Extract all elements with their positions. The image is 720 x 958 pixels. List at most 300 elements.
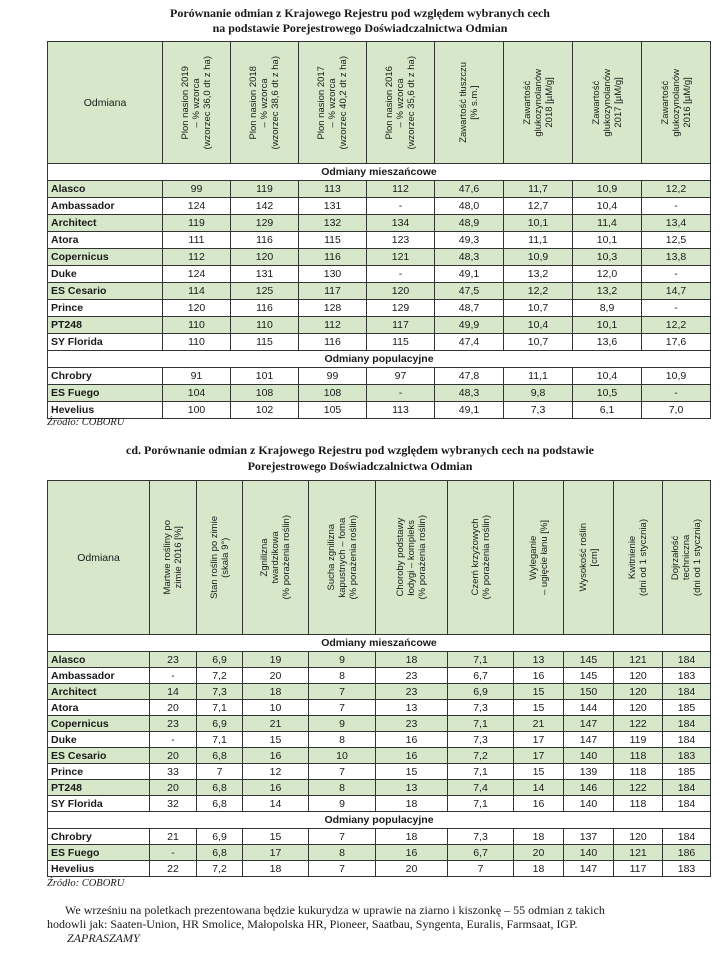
- table-cell: 16: [376, 732, 448, 748]
- table-cell: 110: [163, 317, 231, 334]
- table-cell: 6,8: [197, 780, 243, 796]
- table-cell: 23: [376, 684, 448, 700]
- table-cell: 15: [376, 764, 448, 780]
- table-cell: 145: [564, 668, 614, 684]
- table-cell: 21: [243, 716, 309, 732]
- table-row: [48, 796, 711, 812]
- table-cell: 20: [150, 700, 197, 716]
- table-cell: 128: [299, 300, 367, 317]
- column-header-label: Plon nasion 2018 – % wzorca (wzorzec 38,6 dt z ha): [248, 55, 281, 150]
- variety-name: Ambassador: [48, 198, 163, 215]
- variety-name: ES Fuego: [48, 845, 150, 861]
- column-header: [564, 481, 614, 635]
- table-cell: 16: [243, 748, 309, 764]
- table-cell: 22: [150, 861, 197, 877]
- section-row: [48, 164, 711, 181]
- table-cell: 184: [663, 652, 711, 668]
- table-cell: 184: [663, 780, 711, 796]
- table-cell: 7: [309, 861, 376, 877]
- table-row: [48, 334, 711, 351]
- table-cell: 7,0: [642, 402, 711, 419]
- column-header-label: Zgnilizna twardzikowa (% porażenia roślin): [259, 515, 292, 600]
- column-header-label: Sucha zgnilizna kapustnych – foma (% porażenia roślin): [325, 515, 359, 600]
- table-row: [48, 300, 711, 317]
- table-cell: 15: [514, 684, 564, 700]
- table-cell: 7,2: [197, 861, 243, 877]
- variety-name: Chrobry: [48, 368, 163, 385]
- column-header: [299, 42, 367, 164]
- table-cell: 16: [514, 668, 564, 684]
- table-cell: 147: [564, 861, 614, 877]
- table2-caption-line2: Porejestrowego Doświadczalnictwa Odmian: [247, 459, 473, 473]
- table-cell: 118: [614, 796, 663, 812]
- table-cell: 10,9: [642, 368, 711, 385]
- table-cell: 9: [309, 652, 376, 668]
- variety-name: Alasco: [48, 652, 150, 668]
- table-cell: 118: [614, 748, 663, 764]
- table-cell: 18: [376, 796, 448, 812]
- section-row: [48, 351, 711, 368]
- table-cell: 110: [163, 334, 231, 351]
- table-cell: 7: [309, 829, 376, 845]
- table-row: [48, 232, 711, 249]
- table-row: [48, 700, 711, 716]
- table-cell: 6,8: [197, 845, 243, 861]
- column-header: [309, 481, 376, 635]
- table-cell: 7,3: [448, 829, 514, 845]
- column-header: [163, 42, 231, 164]
- column-header-label: Zawartość glukozynolanów 2016 [µM/g]: [659, 68, 693, 137]
- column-header: [150, 481, 197, 635]
- table1-caption-line1: Porównanie odmian z Krajowego Rejestru pod względem wybranych cech: [170, 6, 550, 20]
- table-cell: 119: [614, 732, 663, 748]
- table2-caption-line1: cd. Porównanie odmian z Krajowego Rejestru pod względem wybranych cech na podstawie: [126, 443, 594, 457]
- column-header-label: Kwitnienie (dni od 1 stycznia): [627, 518, 649, 597]
- column-header-odmiana: Odmiana: [48, 481, 150, 635]
- table-cell: 23: [150, 716, 197, 732]
- table-cell: 184: [663, 732, 711, 748]
- section-row: [48, 812, 711, 829]
- table-cell: 49,3: [435, 232, 504, 249]
- table-cell: 7,4: [448, 780, 514, 796]
- table-row: [48, 317, 711, 334]
- table-cell: 134: [367, 215, 435, 232]
- column-header: [573, 42, 642, 164]
- paragraph-line2: hodowli jak: Saaten-Union, HR Smolice, Małopolska HR, Pioneer, Saatbau, Syngenta, Euralis, Farmsaat, IGP.: [47, 917, 578, 931]
- table-cell: 184: [663, 684, 711, 700]
- table-cell: 15: [243, 829, 309, 845]
- table-cell: 10: [309, 748, 376, 764]
- table-cell: 20: [376, 861, 448, 877]
- table-cell: 8: [309, 845, 376, 861]
- column-header: [435, 42, 504, 164]
- table-cell: 15: [514, 764, 564, 780]
- closing-paragraph: [47, 903, 715, 945]
- table-cell: 120: [614, 829, 663, 845]
- column-header: [642, 42, 711, 164]
- table-cell: 7: [197, 764, 243, 780]
- table-cell: 6,7: [448, 668, 514, 684]
- column-header-label: Choroby podstawy łodygi – kompleks (% porażenia roślin): [395, 515, 428, 600]
- table-cell: 18: [243, 861, 309, 877]
- table-cell: 121: [367, 249, 435, 266]
- variety-name: Chrobry: [48, 829, 150, 845]
- table-cell: 7,1: [448, 652, 514, 668]
- table-cell: 150: [564, 684, 614, 700]
- table-cell: 122: [614, 716, 663, 732]
- table-cell: 101: [231, 368, 299, 385]
- table-row: [48, 829, 711, 845]
- table-cell: 49,1: [435, 402, 504, 419]
- table-cell: 140: [564, 845, 614, 861]
- table-cell: 21: [514, 716, 564, 732]
- table-cell: 15: [243, 732, 309, 748]
- table-cell: 12,2: [642, 181, 711, 198]
- table-cell: 16: [243, 780, 309, 796]
- section-title: Odmiany mieszańcowe: [48, 164, 711, 181]
- table-cell: 120: [367, 283, 435, 300]
- table-cell: 6,8: [197, 796, 243, 812]
- table-cell: 20: [243, 668, 309, 684]
- table-cell: 185: [663, 700, 711, 716]
- table-cell: 147: [564, 716, 614, 732]
- table-cell: 10,1: [504, 215, 573, 232]
- table-cell: 139: [564, 764, 614, 780]
- table-cell: 49,9: [435, 317, 504, 334]
- section-row: [48, 635, 711, 652]
- table-cell: 7: [309, 764, 376, 780]
- table-cell: 47,6: [435, 181, 504, 198]
- table-cell: 121: [614, 845, 663, 861]
- table-cell: 7,2: [448, 748, 514, 764]
- column-header-label: Zawartość tłuszczu [% s.m.]: [458, 62, 480, 143]
- table-cell: 10,1: [573, 232, 642, 249]
- column-header-label: Plon nasion 2019 – % wzorca (wzorzec 36,0 dt z ha): [180, 55, 213, 150]
- variety-name: Ambassador: [48, 668, 150, 684]
- table-cell: 32: [150, 796, 197, 812]
- table-cell: 91: [163, 368, 231, 385]
- table-row: [48, 748, 711, 764]
- table-cell: 7: [309, 684, 376, 700]
- table-cell: 186: [663, 845, 711, 861]
- table-cell: 13: [514, 652, 564, 668]
- table-cell: 115: [231, 334, 299, 351]
- table-cell: -: [642, 385, 711, 402]
- table-cell: 20: [514, 845, 564, 861]
- table-cell: 117: [299, 283, 367, 300]
- table-cell: 23: [376, 716, 448, 732]
- table-cell: 13: [376, 700, 448, 716]
- table-cell: 8: [309, 780, 376, 796]
- table-cell: 6,9: [197, 716, 243, 732]
- table-cell: 12: [243, 764, 309, 780]
- table-cell: 10,4: [573, 368, 642, 385]
- table-cell: 10,9: [573, 181, 642, 198]
- table-cell: 18: [243, 684, 309, 700]
- column-header-label: Martwe rośliny po zimie 2016 [%]: [162, 520, 184, 595]
- table-cell: 123: [367, 232, 435, 249]
- variety-name: Atora: [48, 232, 163, 249]
- column-header-label: Plon nasion 2016 – % wzorca (wzorzec 35,6 dt z ha): [384, 55, 417, 150]
- table-cell: -: [367, 385, 435, 402]
- column-header: [231, 42, 299, 164]
- table-cell: 129: [367, 300, 435, 317]
- table-cell: 10,7: [504, 334, 573, 351]
- table-cell: 119: [231, 181, 299, 198]
- table-row: [48, 845, 711, 861]
- table-cell: 120: [163, 300, 231, 317]
- table-cell: 12,2: [504, 283, 573, 300]
- table-cell: 13: [376, 780, 448, 796]
- column-header: [367, 42, 435, 164]
- column-header-label: Zawartość glukozynolanów 2018 [µM/g]: [521, 68, 555, 137]
- table-cell: 102: [231, 402, 299, 419]
- table-cell: 99: [163, 181, 231, 198]
- table-cell: 13,2: [573, 283, 642, 300]
- table-cell: 21: [150, 829, 197, 845]
- table-cell: 6,9: [197, 829, 243, 845]
- variety-name: Copernicus: [48, 716, 150, 732]
- variety-name: Duke: [48, 266, 163, 283]
- variety-name: Hevelius: [48, 861, 150, 877]
- table-cell: 120: [614, 684, 663, 700]
- table-cell: 11,7: [504, 181, 573, 198]
- table-cell: 145: [564, 652, 614, 668]
- table-cell: 49,1: [435, 266, 504, 283]
- table-cell: 7,1: [448, 796, 514, 812]
- table-cell: 14: [514, 780, 564, 796]
- table-cell: 7,3: [197, 684, 243, 700]
- table-cell: 11,1: [504, 368, 573, 385]
- table-cell: 183: [663, 668, 711, 684]
- table-cell: 183: [663, 861, 711, 877]
- column-header-odmiana: Odmiana: [48, 42, 163, 164]
- table-cell: 115: [367, 334, 435, 351]
- table-row: [48, 181, 711, 198]
- table-cell: 6,8: [197, 748, 243, 764]
- table-cell: 12,0: [573, 266, 642, 283]
- table-cell: 108: [299, 385, 367, 402]
- table-cell: 129: [231, 215, 299, 232]
- table-cell: 120: [614, 668, 663, 684]
- table-cell: 10,4: [573, 198, 642, 215]
- table-cell: 47,5: [435, 283, 504, 300]
- table-cell: 18: [376, 829, 448, 845]
- table-cell: 142: [231, 198, 299, 215]
- column-header-label: Stan roślin po zimie (skala 9°): [208, 516, 231, 599]
- paragraph-line1: We wrześniu na poletkach prezentowana będzie kukurydza w uprawie na ziarno i kiszonkę – 55 odmian z takich: [65, 903, 605, 917]
- table-row: [48, 249, 711, 266]
- table-cell: 116: [231, 232, 299, 249]
- table-row: [48, 764, 711, 780]
- table-cell: 18: [376, 652, 448, 668]
- table-cell: 48,9: [435, 215, 504, 232]
- variety-name: Atora: [48, 700, 150, 716]
- column-header: [663, 481, 711, 635]
- table-cell: 146: [564, 780, 614, 796]
- table-row: [48, 402, 711, 419]
- table-cell: 10,9: [504, 249, 573, 266]
- table-cell: 104: [163, 385, 231, 402]
- variety-name: Architect: [48, 215, 163, 232]
- table-cell: 10,5: [573, 385, 642, 402]
- table-cell: 23: [150, 652, 197, 668]
- table-cell: 10,3: [573, 249, 642, 266]
- table-cell: 140: [564, 748, 614, 764]
- table-cell: 7,1: [448, 764, 514, 780]
- table-cell: 130: [299, 266, 367, 283]
- table-cell: 20: [150, 780, 197, 796]
- variety-name: Copernicus: [48, 249, 163, 266]
- table-cell: 184: [663, 829, 711, 845]
- table-cell: 97: [367, 368, 435, 385]
- table-cell: 13,2: [504, 266, 573, 283]
- column-header-label: Dojrzałość techniczna (dni od 1 stycznia): [670, 518, 703, 597]
- table-cell: 33: [150, 764, 197, 780]
- table-cell: 16: [514, 796, 564, 812]
- table-cell: 13,4: [642, 215, 711, 232]
- table-cell: 184: [663, 796, 711, 812]
- table-cell: 11,1: [504, 232, 573, 249]
- table-cell: 6,9: [448, 684, 514, 700]
- variety-name: PT248: [48, 780, 150, 796]
- section-title: Odmiany populacyjne: [48, 812, 711, 829]
- table-cell: 117: [367, 317, 435, 334]
- variety-name: ES Fuego: [48, 385, 163, 402]
- table-cell: 11,4: [573, 215, 642, 232]
- table-row: [48, 652, 711, 668]
- table-cell: 20: [150, 748, 197, 764]
- table-cell: 48,3: [435, 249, 504, 266]
- table-cell: 48,0: [435, 198, 504, 215]
- table-cell: -: [367, 266, 435, 283]
- table-cell: 10,4: [504, 317, 573, 334]
- table-cell: 48,7: [435, 300, 504, 317]
- table-row: [48, 780, 711, 796]
- table-cell: -: [642, 266, 711, 283]
- table-cell: 7,1: [197, 700, 243, 716]
- table-cell: 185: [663, 764, 711, 780]
- table-cell: 105: [299, 402, 367, 419]
- variety-name: SY Florida: [48, 796, 150, 812]
- table-cell: 120: [614, 700, 663, 716]
- table-cell: 14: [243, 796, 309, 812]
- table-cell: 131: [299, 198, 367, 215]
- table-cell: 17: [243, 845, 309, 861]
- table-cell: 124: [163, 266, 231, 283]
- table-cell: 111: [163, 232, 231, 249]
- table-cell: 132: [299, 215, 367, 232]
- table-cell: 122: [614, 780, 663, 796]
- variety-name: Architect: [48, 684, 150, 700]
- table-cell: 9: [309, 716, 376, 732]
- column-header: [614, 481, 663, 635]
- table-cell: 113: [367, 402, 435, 419]
- variety-name: PT248: [48, 317, 163, 334]
- table-row: [48, 368, 711, 385]
- table-cell: -: [150, 845, 197, 861]
- table-cell: 116: [231, 300, 299, 317]
- table-cell: 131: [231, 266, 299, 283]
- column-header: [448, 481, 514, 635]
- column-header: [376, 481, 448, 635]
- table-cell: 100: [163, 402, 231, 419]
- table-cell: 18: [514, 861, 564, 877]
- variety-name: Prince: [48, 764, 150, 780]
- table-cell: 110: [231, 317, 299, 334]
- table2: [47, 480, 711, 877]
- table-cell: 99: [299, 368, 367, 385]
- column-header: [197, 481, 243, 635]
- table-cell: 7,3: [448, 700, 514, 716]
- table-cell: 17: [514, 732, 564, 748]
- table-cell: 6,9: [197, 652, 243, 668]
- column-header: [504, 42, 573, 164]
- table-cell: 18: [514, 829, 564, 845]
- variety-name: Prince: [48, 300, 163, 317]
- variety-name: ES Cesario: [48, 748, 150, 764]
- table-cell: 7,1: [197, 732, 243, 748]
- column-header-label: Wysokość roślin [cm]: [577, 523, 600, 592]
- table-cell: 140: [564, 796, 614, 812]
- table1-caption-line2: na podstawie Porejestrowego Doświadczalnictwa Odmian: [212, 21, 508, 35]
- table-cell: 116: [299, 249, 367, 266]
- table-cell: 183: [663, 748, 711, 764]
- table-cell: 12,5: [642, 232, 711, 249]
- variety-name: Hevelius: [48, 402, 163, 419]
- table-cell: 16: [376, 748, 448, 764]
- table-cell: 108: [231, 385, 299, 402]
- paragraph-closing: ZAPRASZAMY: [67, 931, 140, 945]
- table-row: [48, 385, 711, 402]
- table-cell: 117: [614, 861, 663, 877]
- table-cell: 12,2: [642, 317, 711, 334]
- table-cell: 8: [309, 732, 376, 748]
- table-cell: 14,7: [642, 283, 711, 300]
- table-cell: 113: [299, 181, 367, 198]
- table1-source: Źródło: COBORU: [47, 417, 125, 428]
- column-header-label: Zawartość glukozynolanów 2017 [µM/g]: [590, 68, 624, 137]
- column-header-label: Wyleganie – ugięcie łanu [%]: [527, 520, 550, 595]
- table-cell: 7: [448, 861, 514, 877]
- table-cell: 15: [514, 700, 564, 716]
- table-row: [48, 716, 711, 732]
- section-title: Odmiany mieszańcowe: [48, 635, 711, 652]
- table-cell: 48,3: [435, 385, 504, 402]
- table-cell: 13,8: [642, 249, 711, 266]
- table-cell: 23: [376, 668, 448, 684]
- table-cell: 10,7: [504, 300, 573, 317]
- table-cell: 184: [663, 716, 711, 732]
- column-header-label: Czerń krzyżowych (% porażenia roślin): [469, 515, 492, 600]
- table-cell: 112: [367, 181, 435, 198]
- table2-source: Źródło: COBORU: [47, 878, 125, 889]
- table-row: [48, 684, 711, 700]
- table-cell: 125: [231, 283, 299, 300]
- table-cell: 13,6: [573, 334, 642, 351]
- table-cell: 7,3: [504, 402, 573, 419]
- table-cell: 121: [614, 652, 663, 668]
- table-row: [48, 861, 711, 877]
- table-cell: 17: [514, 748, 564, 764]
- table-cell: 6,1: [573, 402, 642, 419]
- table-cell: 10: [243, 700, 309, 716]
- table-row: [48, 198, 711, 215]
- table-cell: -: [367, 198, 435, 215]
- table-cell: 147: [564, 732, 614, 748]
- table-row: [48, 215, 711, 232]
- table-cell: 120: [231, 249, 299, 266]
